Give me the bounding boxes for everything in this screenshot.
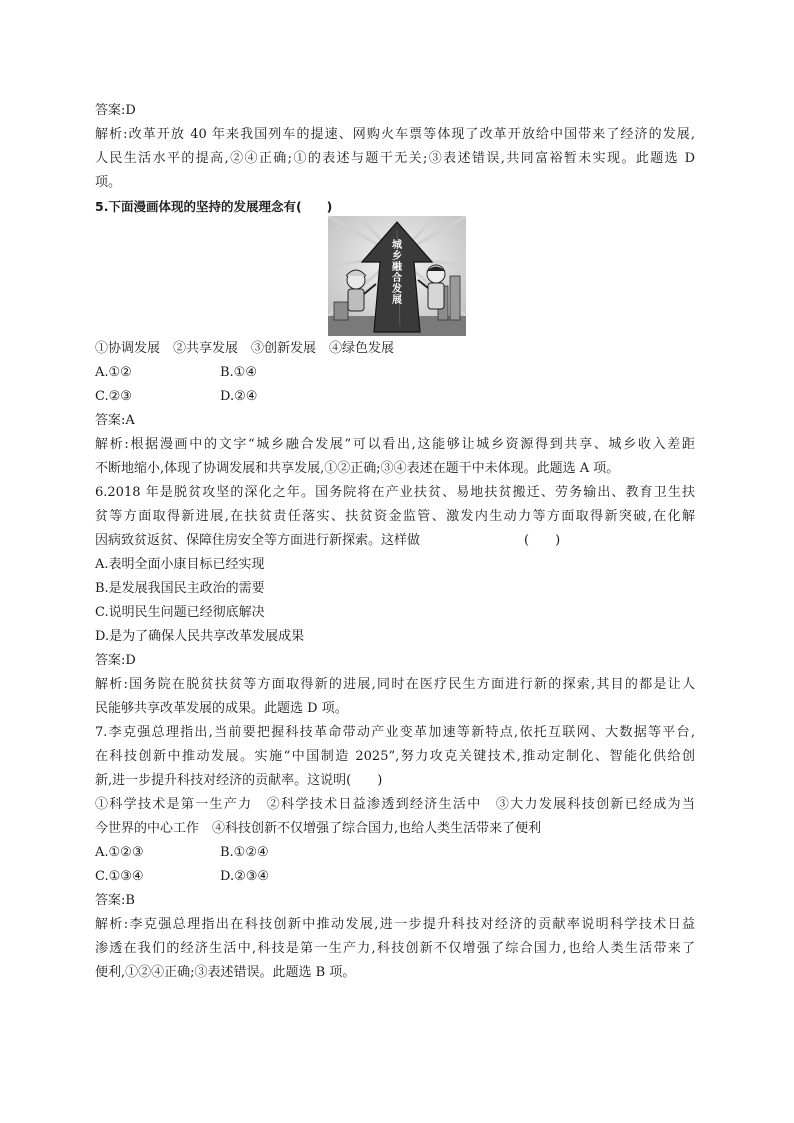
q7-choices-line-1: ①科学技术是第一生产力 ②科学技术日益渗透到经济生活中 ③大力发展科技创新已经成为当 xyxy=(95,797,695,812)
q7-analysis-line-2: 渗透在我们的经济生活中,科技是第一生产力,科技创新不仅增强了综合国力,也给人类生活带来了 xyxy=(95,941,695,956)
q7-option-b: B.①②④ xyxy=(220,845,269,860)
q7-option-a: A.①②③ xyxy=(95,845,144,860)
q7-option-c: C.①③④ xyxy=(95,869,144,884)
comic-illustration xyxy=(328,216,466,336)
q7-option-d: D.②③④ xyxy=(220,869,270,884)
q5-stem: 5.下面漫画体现的坚持的发展理念有( ) xyxy=(95,199,333,214)
q6-option-d: D.是为了确保人民共享改革发展成果 xyxy=(95,629,305,644)
q4-analysis-line-1: 解析:改革开放 40 年来我国列车的提速、网购火车票等体现了改革开放给中国带来了经济的发展, xyxy=(95,127,695,142)
q6-option-a: A.表明全面小康目标已经实现 xyxy=(95,557,265,572)
q6-analysis-line-2: 民能够共享改革发展的成果。此题选 D 项。 xyxy=(95,701,348,716)
q4-answer: 答案:D xyxy=(95,103,136,118)
q6-answer: 答案:D xyxy=(95,653,136,668)
q7-option-row-1 xyxy=(95,844,269,862)
q5-analysis-line-1: 解析:根据漫画中的文字“城乡融合发展”可以看出,这能够让城乡资源得到共享、城乡收入差距 xyxy=(95,437,695,452)
q5-option-a: A.①② xyxy=(95,365,132,380)
q7-answer: 答案:B xyxy=(95,893,135,908)
q5-analysis-line-2: 不断地缩小,体现了协调发展和共享发展,①②正确;③④表述在题干中未体现。此题选 A 项。 xyxy=(95,461,620,476)
q7-analysis-line-1: 解析:李克强总理指出在科技创新中推动发展,进一步提升科技对经济的贡献率说明科学技术日益 xyxy=(95,917,695,932)
q6-stem-line-3: 因病致贫返贫、保障住房安全等方面进行新探索。这样做 ( ) xyxy=(95,533,561,548)
q6-option-b: B.是发展我国民主政治的需要 xyxy=(95,581,265,596)
q5-option-row-2 xyxy=(95,388,258,406)
q4-analysis-line-3: 项。 xyxy=(95,175,122,190)
q5-answer: 答案:A xyxy=(95,413,135,428)
q6-option-c: C.说明民生问题已经彻底解决 xyxy=(95,605,265,620)
q6-analysis-line-1: 解析:国务院在脱贫扶贫等方面取得新的进展,同时在医疗民生方面进行新的探索,其目的都是让人 xyxy=(95,677,695,692)
q5-option-row-1 xyxy=(95,364,257,382)
q5-option-c: C.②③ xyxy=(95,389,132,404)
q7-stem-line-1: 7.李克强总理指出,当前要把握科技革命带动产业变革加速等新特点,依托互联网、大数据等平台, xyxy=(95,725,695,740)
q5-option-b: B.①④ xyxy=(220,365,257,380)
q5-choices: ①协调发展 ②共享发展 ③创新发展 ④绿色发展 xyxy=(95,341,395,356)
q6-stem-line-1: 6.2018 年是脱贫攻坚的深化之年。国务院将在产业扶贫、易地扶贫搬迁、劳务输出、教育卫生扶 xyxy=(95,485,695,500)
q6-stem-line-2: 贫等方面取得新进展,在扶贫责任落实、扶贫资金监管、激发内生动力等方面取得新突破,在化解 xyxy=(95,509,695,524)
q7-analysis-line-3: 便利,①②④正确;③表述错误。此题选 B 项。 xyxy=(95,965,356,980)
q7-stem-line-3: 新,进一步提升科技对经济的贡献率。这说明( ) xyxy=(95,773,383,788)
q7-option-row-2 xyxy=(95,868,270,886)
q5-option-d: D.②④ xyxy=(220,389,258,404)
q4-analysis-line-2: 人民生活水平的提高,②④正确;①的表述与题干无关;③表述错误,共同富裕暂未实现。此题选 D xyxy=(95,151,695,166)
q7-stem-line-2: 在科技创新中推动发展。实施“中国制造 2025”,努力攻克关键技术,推动定制化、智能化供给创 xyxy=(95,749,695,764)
comic-arrow-text: 城乡融合发展 xyxy=(392,240,402,306)
q7-choices-line-2: 今世界的中心工作 ④科技创新不仅增强了综合国力,也给人类生活带来了便利 xyxy=(95,821,542,836)
